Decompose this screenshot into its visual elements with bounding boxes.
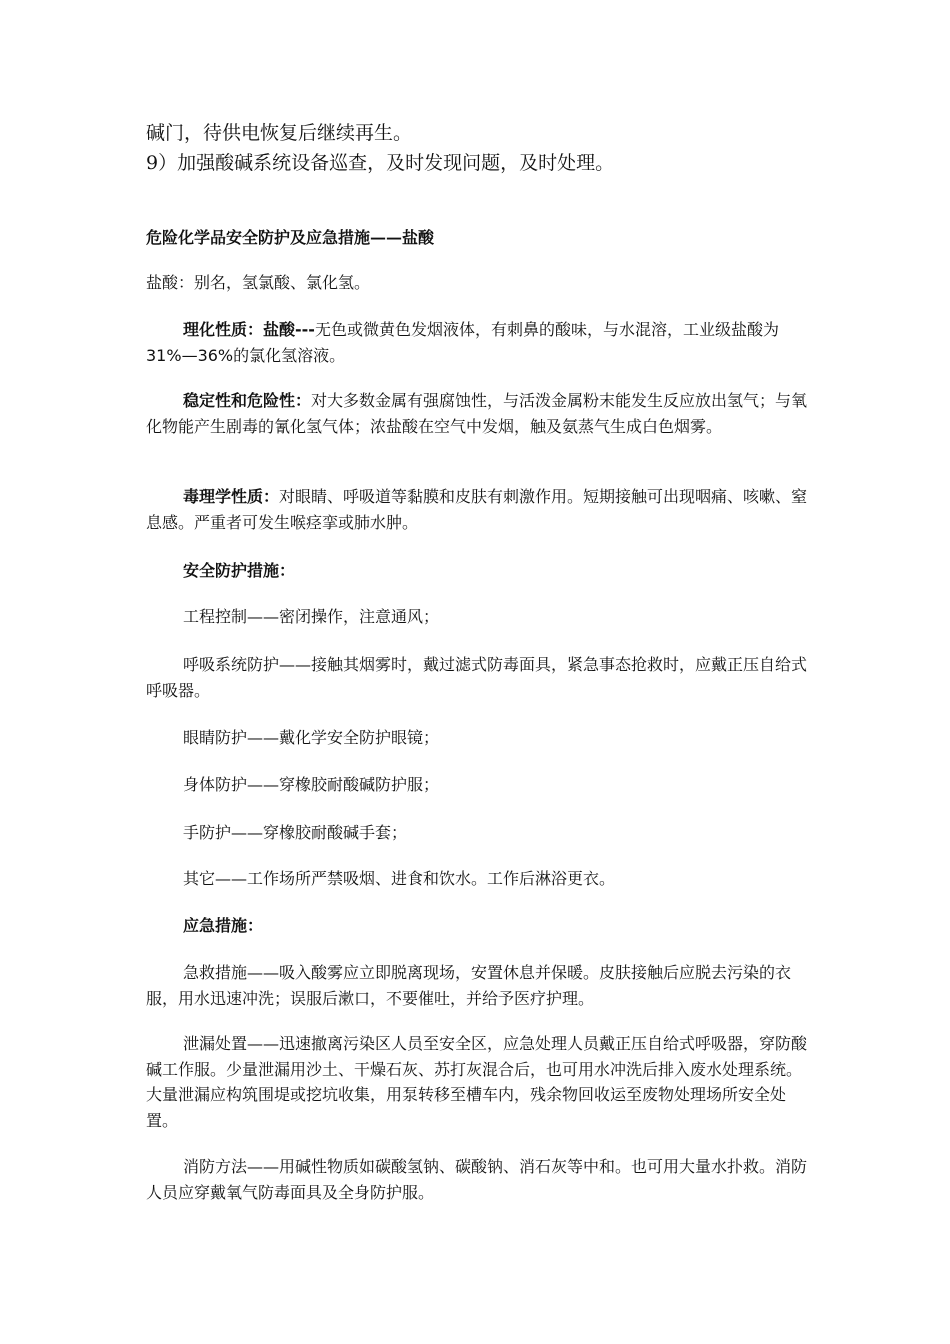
physchem-percent: 31%—36% [146,345,234,365]
emergency-leak: 泄漏处置——迅速撤离污染区人员至安全区，应急处理人员戴正压自给式呼吸器，穿防酸碱工作服。少量泄漏用沙土、干燥石灰、苏打灰混合后，也可用水冲洗后排入废水处理系统。大量泄漏应构筑围堤或挖坑收集，用泵转移至槽车内，残余物回收运至废物处理场所安全处置。 [146,1034,808,1130]
protection-respiratory: 呼吸系统防护——接触其烟雾时，戴过滤式防毒面具，紧急事态抢救时，应戴正压自给式呼吸器。 [146,655,808,700]
toxicology-text: 对眼睛、呼吸道等黏膜和皮肤有刺激作用。短期接触可出现咽痛、咳嗽、窒息感。严重者可发生喉痉挛或肺水肿。 [146,487,808,532]
continuation-line-2: 9）加强酸碱系统设备巡查，及时发现问题，及时处理。 [146,152,615,174]
emergency-fire: 消防方法——用碱性物质如碳酸氢钠、碳酸钠、消石灰等中和。也可用大量水扑救。消防人员应穿戴氧气防毒面具及全身防护服。 [146,1157,808,1202]
continuation-line-1: 碱门，待供电恢复后继续再生。 [146,122,413,144]
toxicology-label: 毒理学性质： [183,487,280,506]
section-title: 危险化学品安全防护及应急措施——盐酸 [146,228,435,247]
protection-body: 身体防护——穿橡胶耐酸碱防护服； [183,775,440,794]
physchem-paragraph [146,317,810,368]
emergency-first-aid: 急救措施——吸入酸雾应立即脱离现场，安置休息并保暖。皮肤接触后应脱去污染的衣服，用水迅速冲洗；误服后漱口，不要催吐，并给予医疗护理。 [146,963,792,1008]
stability-label: 稳定性和危险性： [183,391,312,410]
physchem-text-b: 的氯化氢溶液。 [233,345,346,365]
protection-other: 其它——工作场所严禁吸烟、进食和饮水。工作后淋浴更衣。 [183,869,616,888]
physchem-text-a: 无色或微黄色发烟液体，有刺鼻的酸味，与水混溶，工业级盐酸为 [314,320,779,339]
physchem-label: 理化性质： [183,320,264,339]
emergency-heading: 应急措施： [183,916,264,935]
stability-paragraph [146,388,810,439]
protection-engineering: 工程控制——密闭操作，注意通风； [183,607,440,626]
protection-eyes: 眼睛防护——戴化学安全防护眼镜； [183,728,440,747]
protection-heading: 安全防护措施： [183,561,296,580]
stability-text: 对大多数金属有强腐蚀性，与活泼金属粉末能发生反应放出氢气；与氧化物能产生剧毒的氰化氢气体；浓盐酸在空气中发烟，触及氨蒸气生成白色烟雾。 [146,391,808,436]
alias-paragraph: 盐酸：别名，氢氯酸、氯化氢。 [146,273,371,292]
toxicology-paragraph [146,484,810,535]
physchem-subject: 盐酸--- [263,320,315,339]
protection-hands: 手防护——穿橡胶耐酸碱手套； [183,823,408,842]
